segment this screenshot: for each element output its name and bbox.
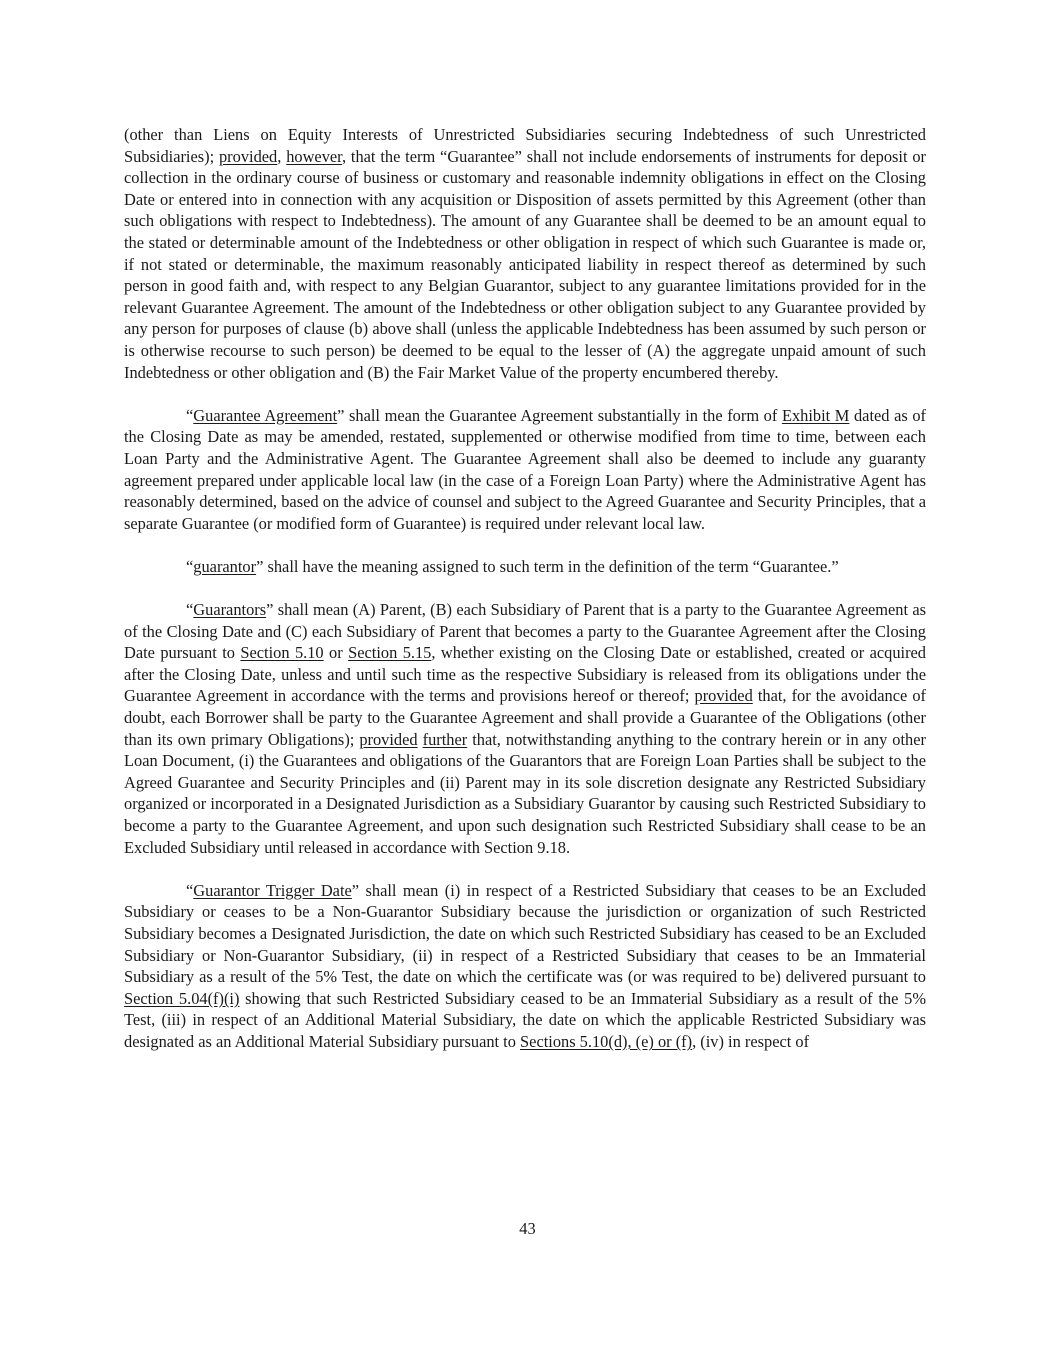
guarantee-agreement-definition: “Guarantee Agreement” shall mean the Guarantee Agreement substantially in the form of Exhibit M dated as of the Closing Date as may be amended, restated, supplemented or otherwise modified from time to time, between each Loan Party and the Administrative Agent. The Guarantee Agreement shall also be deemed to include any guaranty agreement prepared under applicable local law (in the case of a Foreign Loan Party) where the Administrative Agent has reasonably determined, based on the advice of counsel and subject to the Agreed Guarantee and Security Principles, that a separate Guarantee (or modified form of Guarantee) is required under relevant local law. (124, 405, 926, 533)
guarantors-definition: “Guarantors” shall mean (A) Parent, (B) each Subsidiary of Parent that is a party to the Guarantee Agreement as of the Closing Date and (C) each Subsidiary of Parent that becomes a party to the Guarantee Agreement after the Closing Date pursuant to Section 5.10 or Section 5.15, whether existing on the Closing Date or established, created or acquired after the Closing Date, unless and until such time as the respective Subsidiary is released from its obligations under the Guarantee Agreement in accordance with the terms and provisions hereof or thereof; provided that, for the avoidance of doubt, each Borrower shall be party to the Guarantee Agreement and shall provide a Guarantee of the Obligations (other than its own primary Obligations); provided further that, notwithstanding anything to the contrary herein or in any other Loan Document, (i) the Guarantees and obligations of the Guarantors that are Foreign Loan Parties shall be subject to the Agreed Guarantee and Security Principles and (ii) Parent may in its sole discretion designate any Restricted Subsidiary organized or incorporated in a Designated Jurisdiction as a Subsidiary Guarantor by causing such Restricted Subsidiary to become a party to the Guarantee Agreement, and upon such designation such Restricted Subsidiary shall cease to be an Excluded Subsidiary until released in accordance with Section 9.18. (124, 600, 927, 857)
exhibit-m-reference: Exhibit M (781, 405, 850, 425)
guarantor-definition: “guarantor” shall have the meaning assigned to such term in the definition of the term “Guarantee.” (186, 556, 839, 576)
section-5-10-reference: Section 5.10 (240, 643, 324, 663)
sections-5-10-reference: Sections 5.10(d), (e) or (f) (520, 1031, 693, 1051)
guarantor-trigger-date-definition: “Guarantor Trigger Date” shall mean (i) in respect of a Restricted Subsidiary that ceases to be an Excluded Subsidiary or ceases to be a Non-Guarantor Subsidiary because the jurisdiction or organization of such Restricted Subsidiary becomes a Designated Jurisdiction, the date on which such Restricted Subsidiary has ceased to be an Excluded Subsidiary or Non-Guarantor Subsidiary, (ii) in respect of a Restricted Subsidiary that ceases to be an Immaterial Subsidiary as a result of the 5% Test, the date on which the certificate was (or was required to be) delivered pursuant to Section 5.04(f)(i) showing that such Restricted Subsidiary ceased to be an Immaterial Subsidiary as a result of the 5% Test, (iii) in respect of an Additional Material Subsidiary, the date on which the applicable Restricted Subsidiary was designated as an Additional Material Subsidiary pursuant to Sections 5.10(d), (e) or (f), (iv) in respect of (124, 880, 927, 1051)
defined-term-guarantor: guarantor (193, 556, 257, 576)
section-5-04-reference: Section 5.04(f)(i) (124, 988, 240, 1008)
underlined-however: however (286, 146, 342, 166)
guarantee-definition-continuation: (other than Liens on Equity Interests of Unrestricted Subsidiaries securing Indebtedness of such Unrestricted Subsidiaries); provided, however, that the term “Guarantee” shall not include endorsements of instruments for deposit or collection in the ordinary course of business or customary and reasonable indemnity obligations in effect on the Closing Date or entered into in connection with any acquisition or Disposition of assets permitted by this Agreement (other than such obligations with respect to Indebtedness). The amount of any Guarantee shall be deemed to be an amount equal to the stated or determinable amount of the Indebtedness or other obligation in respect of which such Guarantee is made or, if not stated or determinable, the maximum reasonably anticipated liability in respect thereof as determined by such person in good faith and, with respect to any Belgian Guarantor, subject to any guarantee limitations provided for in the relevant Guarantee Agreement. The amount of the Indebtedness or other obligation subject to any Guarantee provided by any person for purposes of clause (b) above shall (unless the applicable Indebtedness has been assumed by such person or is otherwise recourse to such person) be deemed to be equal to the lesser of (A) the aggregate unpaid amount of such Indebtedness or other obligation and (B) the Fair Market Value of the property encumbered thereby. (124, 125, 926, 382)
underlined-provided: provided (359, 729, 418, 749)
underlined-provided: provided (218, 146, 278, 166)
defined-term-guarantor-trigger-date: Guarantor Trigger Date (193, 880, 352, 900)
underlined-provided: provided (694, 686, 753, 706)
document-page (124, 124, 926, 1074)
defined-term-guarantee-agreement: Guarantee Agreement (193, 405, 338, 425)
defined-term-guarantors: Guarantors (193, 600, 267, 620)
underlined-further: further (422, 729, 468, 749)
section-5-15-reference: Section 5.15 (348, 643, 432, 663)
page-number: 43 (519, 1219, 536, 1238)
